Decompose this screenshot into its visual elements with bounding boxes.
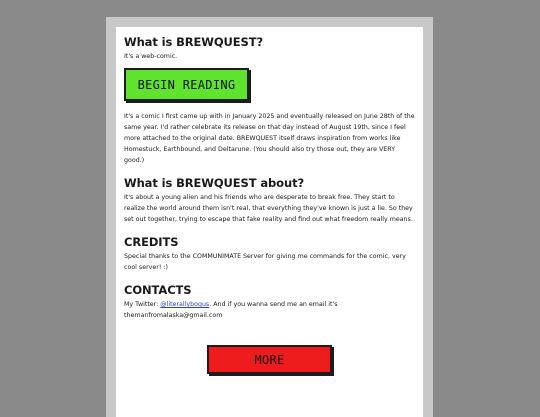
more-button[interactable]: MORE bbox=[207, 345, 332, 374]
contacts-text bbox=[124, 299, 415, 321]
contact-email: themanfromalaska@gmail.com bbox=[124, 312, 223, 319]
contacts-heading: CONTACTS bbox=[124, 283, 192, 297]
about-description: It's a comic I first came up with in January 2025 and eventually released on June 28th of the same year. I'd rather celebrate its release on that day instead of August 19th, since I feel more attached to the original date. BREWQUEST itself draws inspiration from works like Homestuck, Earthbound, and Deltarune. (You should also try those out, they are VERY good.) bbox=[124, 113, 415, 164]
about-tagline: It's a web-comic. bbox=[124, 53, 178, 60]
story-heading: What is BREWQUEST about? bbox=[124, 176, 305, 190]
about-heading: What is BREWQUEST? bbox=[124, 35, 264, 49]
begin-reading-button[interactable]: BEGIN READING bbox=[124, 68, 249, 101]
credits-text: Special thanks to the COMMUNIMATE Server for giving me commands for the comic, very cool server! :) bbox=[124, 253, 406, 271]
contacts-prefix: My Twitter: bbox=[124, 301, 161, 308]
twitter-link[interactable]: @literallybogus bbox=[160, 301, 210, 308]
credits-heading: CREDITS bbox=[124, 235, 179, 249]
contacts-suffix: . And if you wanna send me an email it's bbox=[209, 301, 338, 308]
content-panel bbox=[116, 27, 423, 417]
story-description: It's about a young alien and his friends who are desperate to break free. They start to realize the world around them isn't real, that everything they've known is just a lie. So they set out together, trying to escape that fake reality and find out what freedom really means. bbox=[124, 194, 413, 223]
